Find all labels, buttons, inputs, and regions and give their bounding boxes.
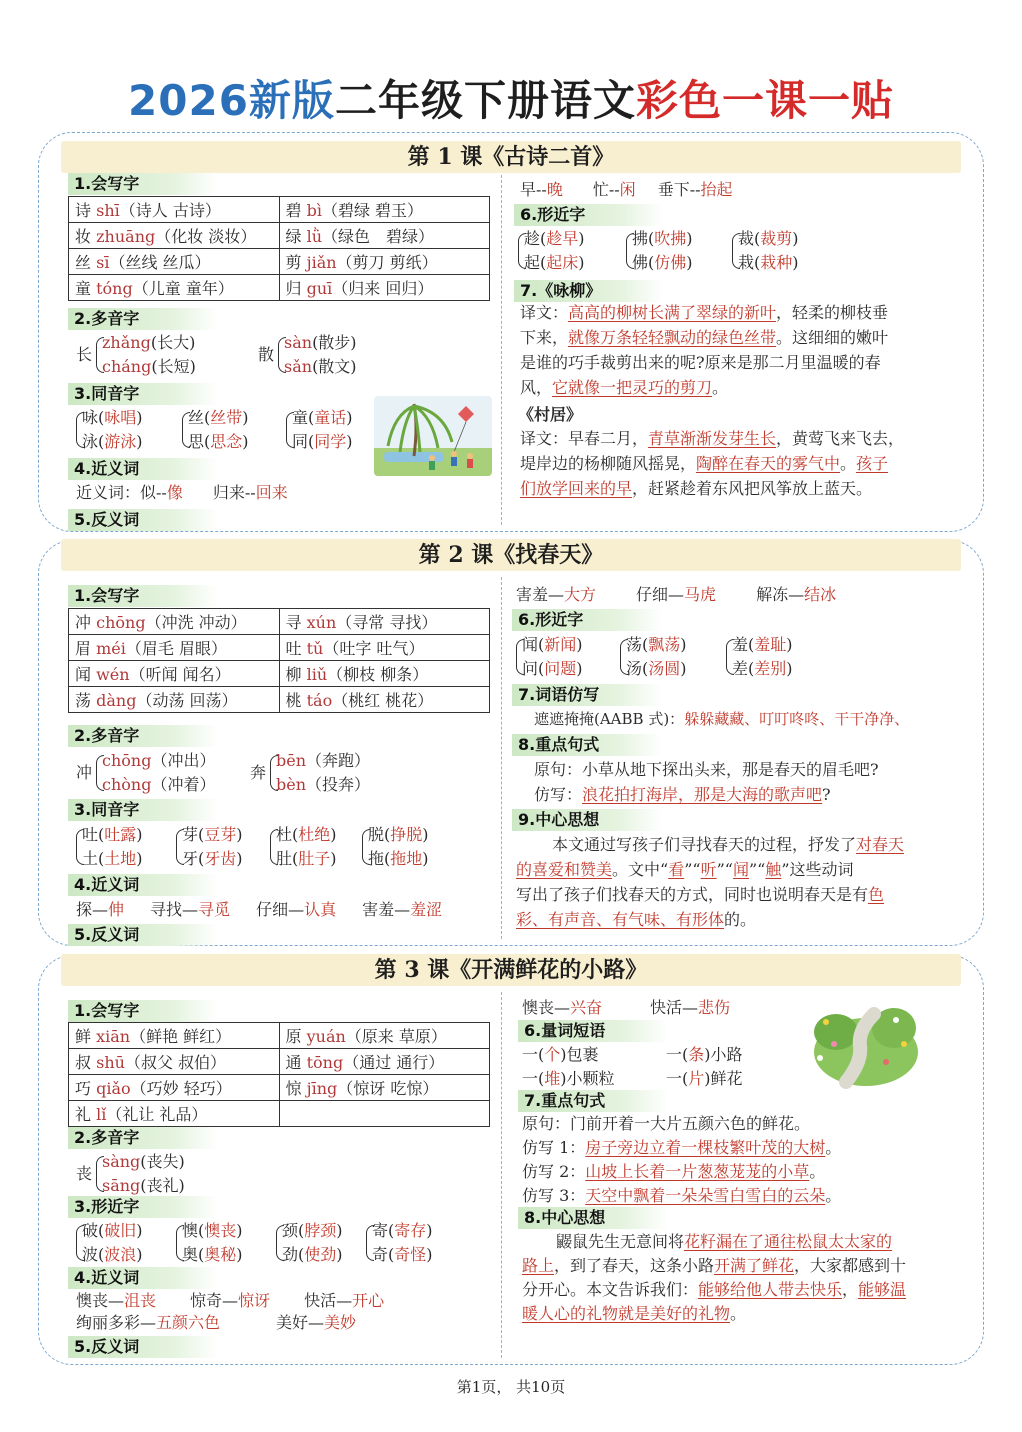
l3-section-synonym: 4.近义词	[68, 1267, 218, 1289]
l2-section-imitate: 7.词语仿写	[512, 684, 662, 706]
l3-idea-line-2: 路上，到了春天，这条小路开满了鲜花，大家都感到十	[522, 1256, 907, 1275]
l2-section-antonym: 5.反义词	[68, 924, 218, 946]
table-cell: 惊 jīng（惊讶 吃惊）	[279, 1075, 490, 1101]
table-cell: 吐 tǔ（吐字 吐气）	[279, 635, 490, 661]
measure-phrase: 一(堆)小颗粒	[522, 1069, 615, 1088]
lesson-1-heading: 第 1 课《古诗二首》	[61, 141, 961, 173]
l2-section-write: 1.会写字	[68, 585, 218, 607]
table-row	[69, 1075, 490, 1101]
table-cell: 妆 zhuāng（化妆 淡妆）	[69, 223, 280, 249]
table-cell: 荡 dàng（动荡 回荡）	[69, 687, 280, 713]
table-cell: 闻 wén（听闻 闻名）	[69, 661, 280, 687]
l2-write-table	[68, 608, 490, 713]
l1-write-table	[68, 196, 490, 301]
table-cell: 柳 liǔ（柳枝 柳条）	[279, 661, 490, 687]
table-cell: 鲜 xiān（鲜艳 鲜红）	[69, 1023, 280, 1049]
l1-section-shape: 6.形近字	[514, 204, 664, 226]
table-row	[69, 1023, 490, 1049]
l2-section-shape: 6.形近字	[512, 609, 662, 631]
flower-path-illustration	[806, 992, 918, 1092]
table-cell: 归 guī（归来 回归）	[279, 275, 490, 301]
measure-phrase: 一(个)包裹	[522, 1045, 599, 1064]
l1-cunju-line-1: 译文：早春二月，青草渐渐发芽生长，黄莺飞来飞去，	[520, 429, 905, 448]
l1-section-polyphone: 2.多音字	[68, 308, 218, 330]
table-cell: 礼 lǐ（礼让 礼品）	[69, 1101, 280, 1127]
table-cell: 寻 xún（寻常 寻找）	[279, 609, 490, 635]
table-row	[69, 609, 490, 635]
table-row	[69, 687, 490, 713]
table-cell	[279, 1101, 490, 1127]
flower-path-picture	[806, 992, 918, 1092]
table-row	[69, 1049, 490, 1075]
l2-synonym-line: 探—伸 寻找—寻觅 仔细—认真 害羞—羞涩	[76, 900, 443, 919]
table-cell: 叔 shū（叔父 叔伯）	[69, 1049, 280, 1075]
table-row	[69, 635, 490, 661]
l3-write-table	[68, 1022, 490, 1127]
l3-section-measure: 6.量词短语	[518, 1020, 668, 1042]
page-footer: 第1页， 共10页	[456, 1378, 566, 1396]
l3-section-antonym: 5.反义词	[68, 1336, 218, 1358]
l1-section-yongliu: 7.《咏柳》	[514, 280, 664, 302]
l2-section-homophone: 3.同音字	[68, 799, 218, 821]
table-row	[69, 223, 490, 249]
lesson-3-heading: 第 3 课《开满鲜花的小路》	[61, 954, 961, 986]
l3-section-sentence: 7.重点句式	[518, 1090, 668, 1112]
table-cell: 原 yuán（原来 草原）	[279, 1023, 490, 1049]
l1-yongliu-line-3: 是谁的巧手裁剪出来的呢?原来是那二月里温暖的春	[520, 353, 881, 372]
table-cell: 绿 lǜ（绿色 碧绿）	[279, 223, 490, 249]
column-divider	[501, 992, 502, 1358]
l2-antonym-line: 害羞—大方 仔细—马虎 解冻—结冰	[516, 585, 837, 604]
measure-phrase: 一(片)鲜花	[666, 1069, 743, 1088]
l1-yongliu-line-1: 译文：高高的柳树长满了翠绿的新叶，轻柔的柳枝垂	[520, 303, 889, 322]
lesson-2-heading: 第 2 课《找春天》	[61, 539, 961, 571]
measure-phrase: 一(条)小路	[666, 1045, 743, 1064]
l2-idea-line-3: 写出了孩子们找春天的方式，同时也说明春天是有色	[516, 885, 885, 904]
column-divider	[501, 577, 502, 939]
l1-section-antonym: 5.反义词	[68, 509, 218, 531]
table-row	[69, 249, 490, 275]
l3-sentence-imitation-3: 仿写 3：天空中飘着一朵朵雪白雪白的云朵。	[522, 1186, 842, 1205]
table-cell: 丝 sī（丝线 丝瓜）	[69, 249, 280, 275]
table-cell: 巧 qiǎo（巧妙 轻巧）	[69, 1075, 280, 1101]
l3-sentence-imitation-1: 仿写 1：房子旁边立着一棵枝繁叶茂的大树。	[522, 1138, 842, 1157]
page-title: 2026新版二年级下册语文彩色一课一贴	[128, 76, 894, 125]
l1-antonym-line: 早--晚 忙--闲 垂下--抬起	[520, 180, 733, 199]
l1-section-write: 1.会写字	[68, 173, 218, 195]
table-row	[69, 661, 490, 687]
l2-section-sentence: 8.重点句式	[512, 734, 662, 756]
table-cell: 碧 bì（碧绿 碧玉）	[279, 197, 490, 223]
l1-yongliu-line-4: 风，它就像一把灵巧的剪刀。	[520, 378, 729, 397]
l3-sentence-imitation-2: 仿写 2：山坡上长着一片葱葱茏茏的小草。	[522, 1162, 826, 1181]
spring-willow-illustration	[374, 396, 492, 476]
l2-sentence-original: 原句：小草从地下探出头来，那是春天的眉毛吧?	[534, 760, 879, 779]
table-cell: 眉 méi（眉毛 眉眼）	[69, 635, 280, 661]
l1-cunju-title: 《村居》	[518, 405, 583, 424]
l3-section-main-idea: 8.中心思想	[518, 1207, 668, 1229]
table-cell: 诗 shī（诗人 古诗）	[69, 197, 280, 223]
l3-idea-line-3: 分开心。本文告诉我们：能够给他人带去快乐，能够温	[522, 1280, 907, 1299]
l3-synonym-line-2: 绚丽多彩—五颜六色 美好—美妙	[76, 1313, 357, 1332]
table-row	[69, 197, 490, 223]
l2-section-polyphone: 2.多音字	[68, 725, 218, 747]
l1-section-synonym: 4.近义词	[68, 458, 218, 480]
l2-section-main-idea: 9.中心思想	[512, 809, 662, 831]
table-cell: 通 tōng（通过 通行）	[279, 1049, 490, 1075]
l2-idea-line-2: 的喜爱和赞美。文中“看”“听”“闻”“触”这些动词	[516, 860, 854, 879]
l2-imitate-line: 遮遮掩掩(AABB 式)：躲躲藏藏、叮叮咚咚、干干净净、	[534, 710, 910, 728]
table-cell: 冲 chōng（冲洗 冲动）	[69, 609, 280, 635]
l2-idea-line-4: 彩、有声音、有气味、有形体的。	[516, 910, 757, 929]
column-divider	[501, 175, 502, 525]
willow-picture	[374, 396, 492, 476]
table-row	[69, 1101, 490, 1127]
table-row	[69, 275, 490, 301]
table-cell: 童 tóng（儿童 童年）	[69, 275, 280, 301]
l1-cunju-line-3: 们放学回来的早，赶紧趁着东风把风筝放上蓝天。	[520, 479, 873, 498]
l1-cunju-line-2: 堤岸边的杨柳随风摇晃，陶醉在春天的雾气中。孩子	[520, 454, 889, 473]
l1-yongliu-line-2: 下来，就像万条轻轻飘动的绿色丝带。这细细的嫩叶	[520, 328, 889, 347]
l2-idea-line-1: 本文通过写孩子们寻找春天的过程，抒发了对春天	[552, 835, 905, 854]
l3-idea-line-1: 鼹鼠先生无意间将花籽漏在了通往松鼠太太家的	[556, 1232, 893, 1251]
table-cell: 剪 jiǎn（剪刀 剪纸）	[279, 249, 490, 275]
l1-section-homophone: 3.同音字	[68, 383, 218, 405]
l3-section-polyphone: 2.多音字	[68, 1127, 218, 1149]
l2-section-synonym: 4.近义词	[68, 874, 218, 896]
l2-sentence-imitation: 仿写：浪花拍打海岸，那是大海的歌声吧?	[534, 785, 831, 804]
l3-antonym-line: 懊丧—兴奋 快活—悲伤	[522, 998, 731, 1017]
l3-sentence-original: 原句：门前开着一大片五颜六色的鲜花。	[522, 1114, 811, 1133]
l1-synonym-line: 近义词：似--像 归来--回来	[76, 483, 288, 502]
l3-idea-line-4: 暖人心的礼物就是美好的礼物。	[522, 1304, 747, 1323]
table-cell: 桃 táo（桃红 桃花）	[279, 687, 490, 713]
l3-synonym-line-1: 懊丧—沮丧 惊奇—惊讶 快活—开心	[76, 1291, 385, 1310]
l3-section-write: 1.会写字	[68, 1000, 218, 1022]
l3-section-shape: 3.形近字	[68, 1196, 218, 1218]
